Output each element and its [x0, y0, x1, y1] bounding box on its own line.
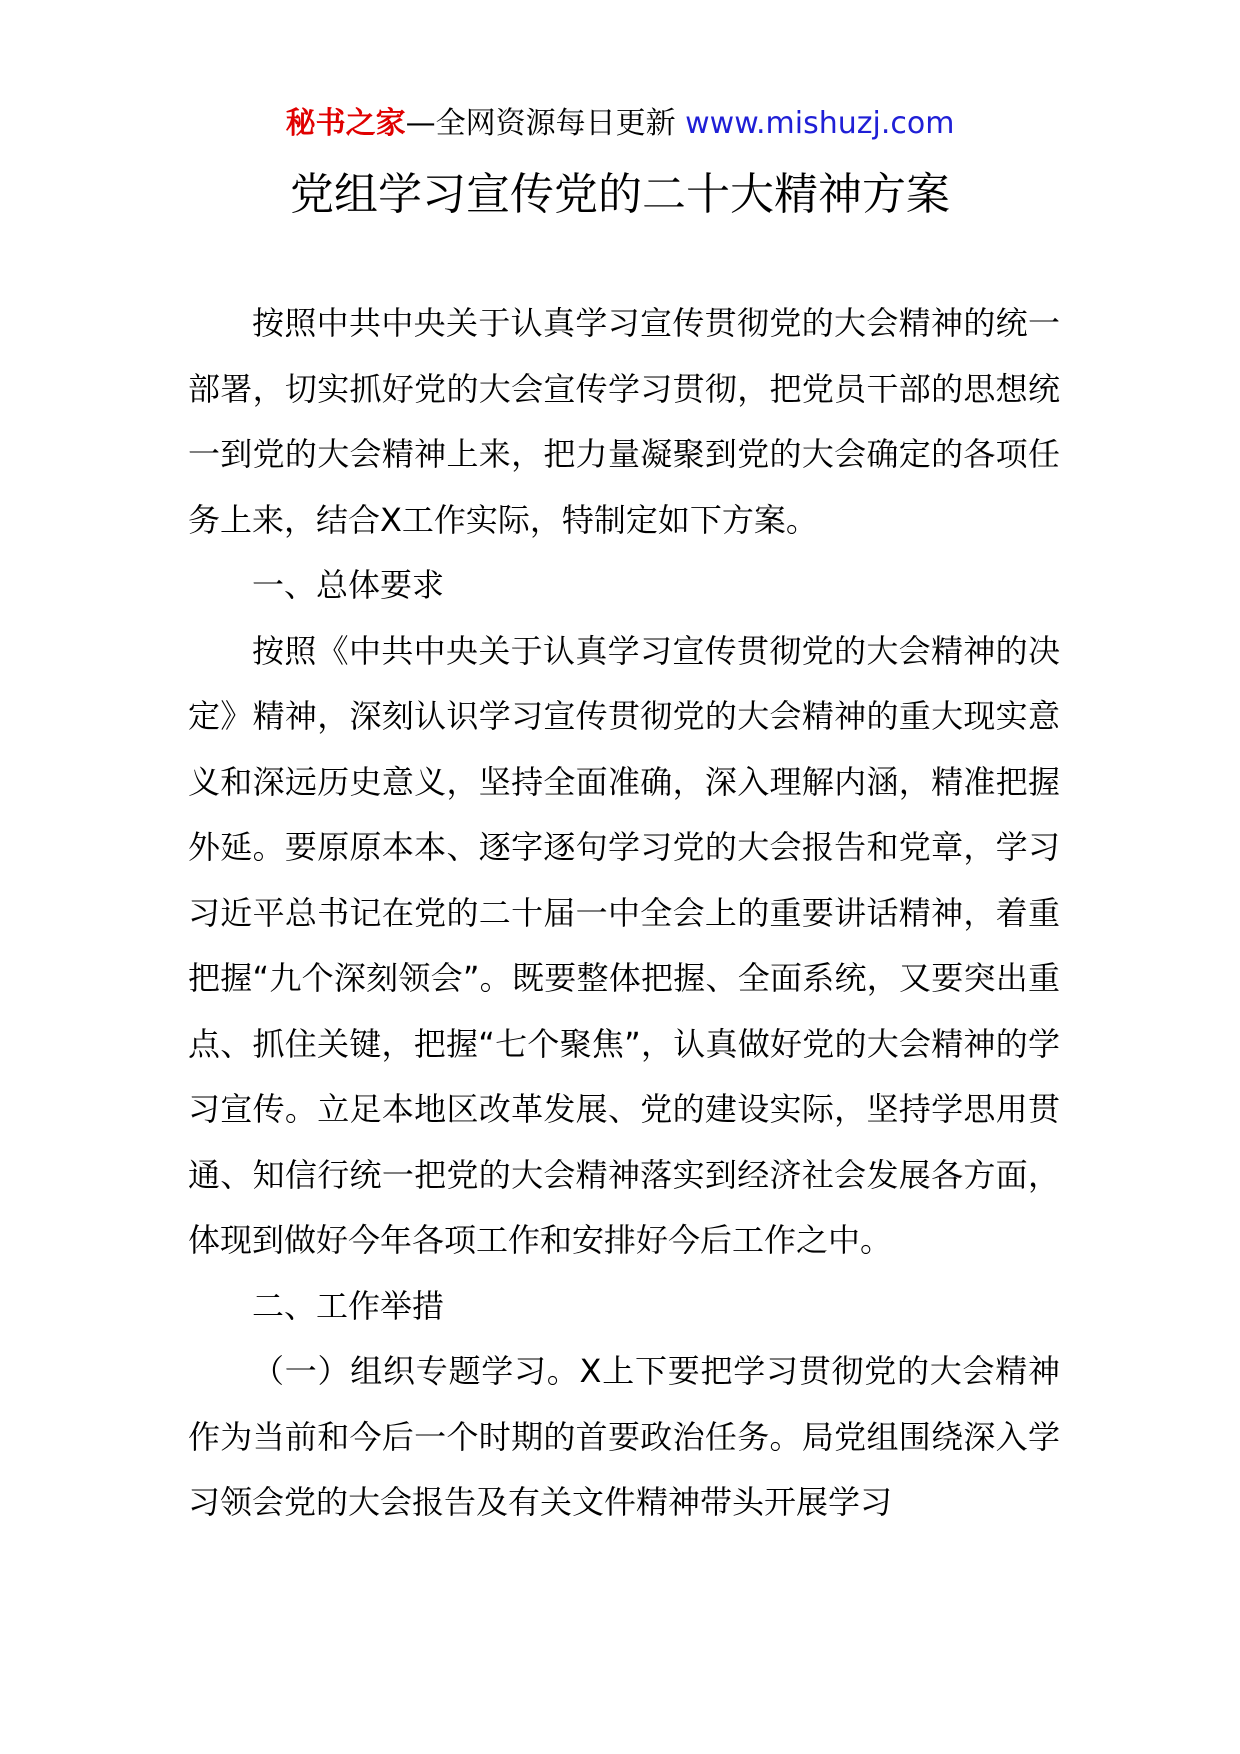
intro-paragraph: 按照中共中央关于认真学习宣传贯彻党的大会精神的统一部署，切实抓好党的大会宣传学习贯彻，把党员干部的思想统一到党的大会精神上来，把力量凝聚到党的大会确定的各项任务上来，结合X工作实际，特制定如下方案。 — [188, 304, 1060, 539]
site-url-link[interactable]: www.mishuzj.com — [685, 106, 955, 141]
brand-name: 秘书之家 — [285, 106, 406, 141]
watermark-header — [0, 100, 1240, 148]
general-requirements-paragraph: 按照《中共中央关于认真学习宣传贯彻党的大会精神的决定》精神，深刻认识学习宣传贯彻党的大会精神的重大现实意义和深远历史意义，坚持全面准确，深入理解内涵，精准把握外延。要原原本本、逐字逐句学习党的大会报告和党章，学习习近平总书记在党的二十届一中全会上的重要讲话精神，着重把握“九个深刻领会”。既要整体把握、全面系统，又要突出重点、抓住关键，把握“七个聚焦”，认真做好党的大会精神的学习宣传。立足本地区改革发展、党的建设实际，坚持学思用贯通、知信行统一把党的大会精神落实到经济社会发展各方面，体现到做好今年各项工作和安排好今后工作之中。 — [188, 631, 1060, 1259]
header-slogan: —全网资源每日更新 — [405, 106, 686, 141]
document-body — [188, 291, 1060, 1536]
work-measures-paragraph: （一）组织专题学习。X上下要把学习贯彻党的大会精神作为当前和今后一个时期的首要政治任务。局党组围绕深入学习领会党的大会报告及有关文件精神带头开展学习 — [188, 1352, 1060, 1521]
section-heading-general-requirements: 一、总体要求 — [252, 566, 445, 604]
section-heading-work-measures: 二、工作举措 — [252, 1286, 445, 1325]
document-title: 党组学习宣传党的二十大精神方案 — [290, 169, 950, 220]
